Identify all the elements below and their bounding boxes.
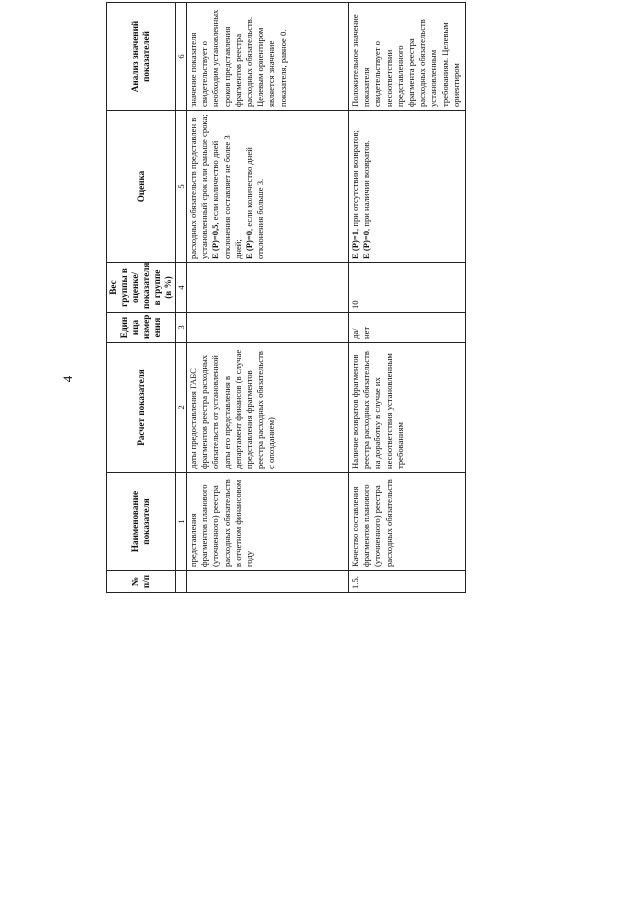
table-row [349, 3, 466, 593]
header-calc: Расчет показателя [107, 343, 176, 473]
row-name: представления фрагментов планового (уточненного) реестра расходных обязательств в отчетном финансовом году [187, 473, 349, 571]
eval-line: расходных обязательств представлен в установленный срок или раньше срока; [188, 114, 210, 259]
row-eval [187, 111, 349, 263]
row-weight [187, 263, 349, 313]
row-name: Качество составления фрагментов планового (уточненного) реестра расходных обязательств [349, 473, 466, 571]
row-analysis: Положительное значение показателя свидетельствует о несоответствии представленного фрагмента реестра расходных обязательств установленным требованиям. Целевым ориентиром [349, 3, 466, 111]
col-number: 4 [176, 263, 187, 313]
header-num: № п/п [107, 571, 176, 593]
col-number-empty [176, 571, 187, 593]
row-unit: да/ нет [349, 313, 466, 343]
page-number: 4 [60, 375, 75, 383]
table-row [187, 3, 349, 593]
column-number-row [176, 3, 187, 593]
row-calc: даты предоставления ГАБС фрагментов реестра расходных обязательств от установленной даты его представления в департамент финансов (в случае представления фрагментов реестра расходных обязательств с опозданием) [187, 343, 349, 473]
col-number: 2 [176, 343, 187, 473]
header-analysis: Анализ значений показателей [107, 3, 176, 111]
eval-line: E (P)=0,5, если количество дней отклонения составляет не более 3 дней; [210, 135, 243, 259]
row-num: 1.5. [349, 571, 466, 593]
row-analysis: значение показателя свидетельствует о необходим установленных сроков представления фрагментов реестра расходных обязательств. Целевым ориентиром является значение показателя, равное 0. [187, 3, 349, 111]
header-weight: Вес группы в оценке/ показателя в группе (в %) [107, 263, 176, 313]
header-unit: Един ица измер ения [107, 313, 176, 343]
row-unit [187, 313, 349, 343]
indicators-table [106, 2, 466, 593]
eval-line: E (P)=0, при наличии возвратов. [361, 140, 372, 259]
row-num [187, 571, 349, 593]
row-calc: Наличие возвратов фрагментов реестра расходных обязательств на доработку в случае их несоответствия установленным требованиям [349, 343, 466, 473]
col-number: 6 [176, 3, 187, 111]
col-number: 1 [176, 473, 187, 571]
header-name: Наименование показателя [107, 473, 176, 571]
row-weight: 10 [349, 263, 466, 313]
eval-line: E (P)=1, при отсутствии возвратов; [350, 130, 360, 259]
col-number: 5 [176, 111, 187, 263]
row-eval [349, 111, 466, 263]
header-row [107, 3, 176, 593]
eval-line: E (P)=0, если количество дней отклонения больше 3. [244, 147, 266, 259]
header-eval: Оценка [107, 111, 176, 263]
rotated-table-wrapper [106, 3, 466, 593]
col-number: 3 [176, 313, 187, 343]
